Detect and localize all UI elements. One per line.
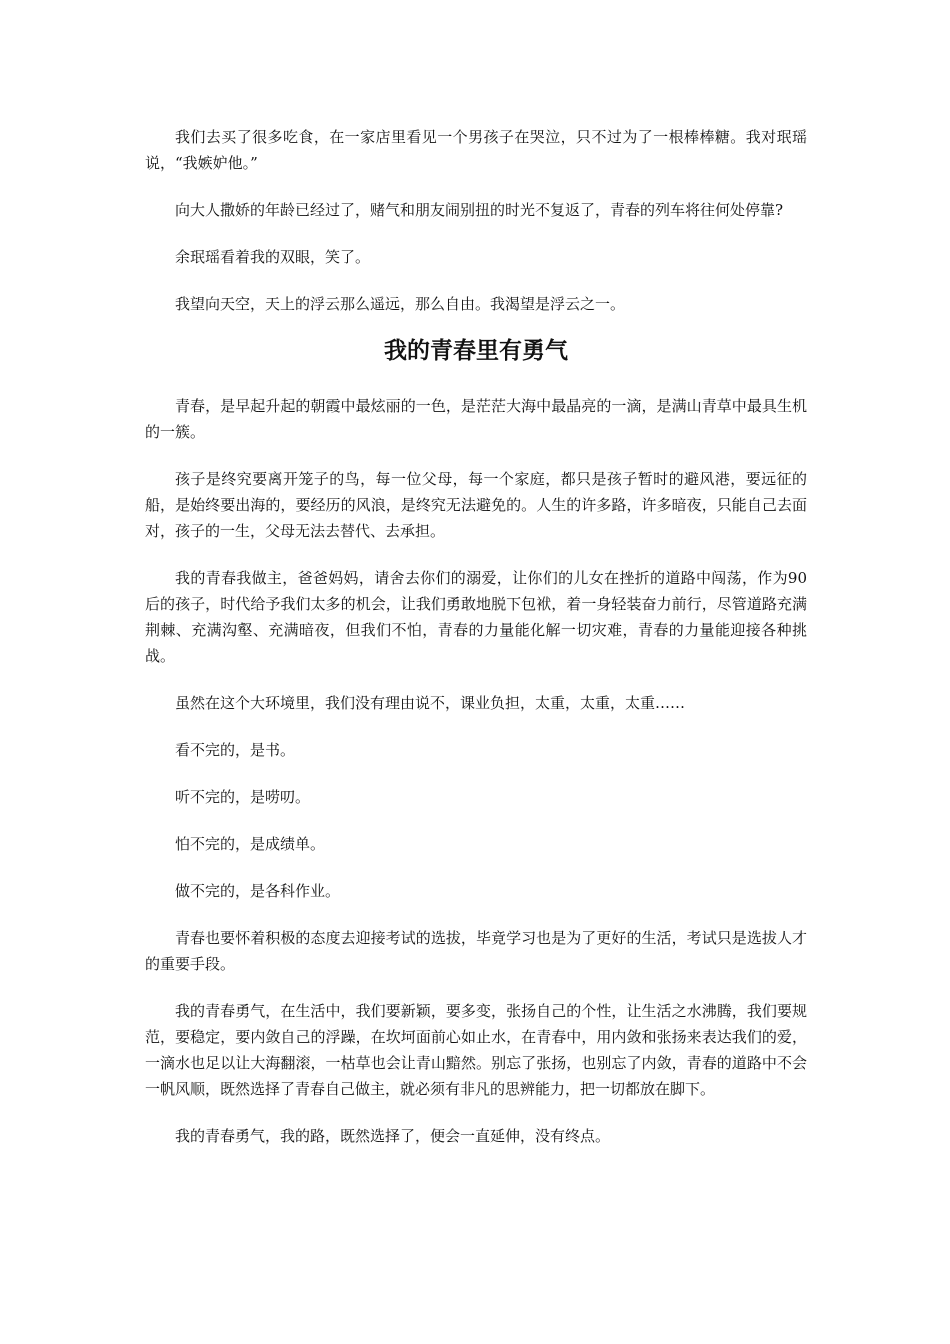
intro-paragraph-4: 我望向天空，天上的浮云那么遥远，那么自由。我渴望是浮云之一。 xyxy=(175,295,626,313)
body-paragraph-9: 青春也要怀着积极的态度去迎接考试的选拔，毕竟学习也是为了更好的生活，考试只是选拔人才的重要手段。 xyxy=(145,929,807,973)
intro-paragraph-1: 我们去买了很多吃食，在一家店里看见一个男孩子在哭泣，只不过为了一根棒棒糖。我对珉瑶说，“我嫉妒他。” xyxy=(145,128,807,172)
body-paragraph-3: 我的青春我做主，爸爸妈妈，请舍去你们的溺爱，让你们的儿女在挫折的道路中闯荡，作为90后的孩子，时代给予我们太多的机会，让我们勇敢地脱下包袱，着一身轻装奋力前行，尽管道路充满荆棘、充满沟壑、充满暗夜，但我们不怕，青春的力量能化解一切灾难，青春的力量能迎接各种挑战。 xyxy=(145,569,807,665)
body-paragraph-1: 青春，是早起升起的朝霞中最炫丽的一色，是茫茫大海中最晶亮的一滴，是满山青草中最具生机的一簇。 xyxy=(145,397,807,441)
body-paragraph-5: 看不完的，是书。 xyxy=(175,741,296,759)
body-paragraph-8: 做不完的，是各科作业。 xyxy=(175,882,341,900)
body-paragraph-4: 虽然在这个大环境里，我们没有理由说不，课业负担，太重，太重，太重…… xyxy=(175,694,686,712)
document-page xyxy=(145,124,807,1149)
body-paragraph-7: 怕不完的，是成绩单。 xyxy=(175,835,326,853)
essay-title: 我的青春里有勇气 xyxy=(384,338,568,364)
intro-paragraph-3: 余珉瑶看着我的双眼，笑了。 xyxy=(175,248,371,266)
intro-paragraph-2: 向大人撒娇的年龄已经过了，赌气和朋友闹别扭的时光不复返了，青春的列车将往何处停靠? xyxy=(175,201,784,219)
body-paragraph-2: 孩子是终究要离开笼子的鸟，每一位父母，每一个家庭，都只是孩子暂时的避风港，要远征的船，是始终要出海的，要经历的风浪，是终究无法避免的。人生的许多路，许多暗夜，只能自己去面对，孩子的一生，父母无法去替代、去承担。 xyxy=(145,470,807,540)
body-paragraph-10: 我的青春勇气，在生活中，我们要新颖，要多变，张扬自己的个性，让生活之水沸腾，我们要规范，要稳定，要内敛自己的浮躁，在坎坷面前心如止水，在青春中，用内敛和张扬来表达我们的爱，一滴水也足以让大海翻滚，一枯草也会让青山黯然。别忘了张扬，也别忘了内敛，青春的道路中不会一帆风顺，既然选择了青春自己做主，就必须有非凡的思辨能力，把一切都放在脚下。 xyxy=(145,1002,807,1098)
body-paragraph-11: 我的青春勇气，我的路，既然选择了，便会一直延伸，没有终点。 xyxy=(175,1127,611,1145)
body-paragraph-6: 听不完的，是唠叨。 xyxy=(175,788,311,806)
